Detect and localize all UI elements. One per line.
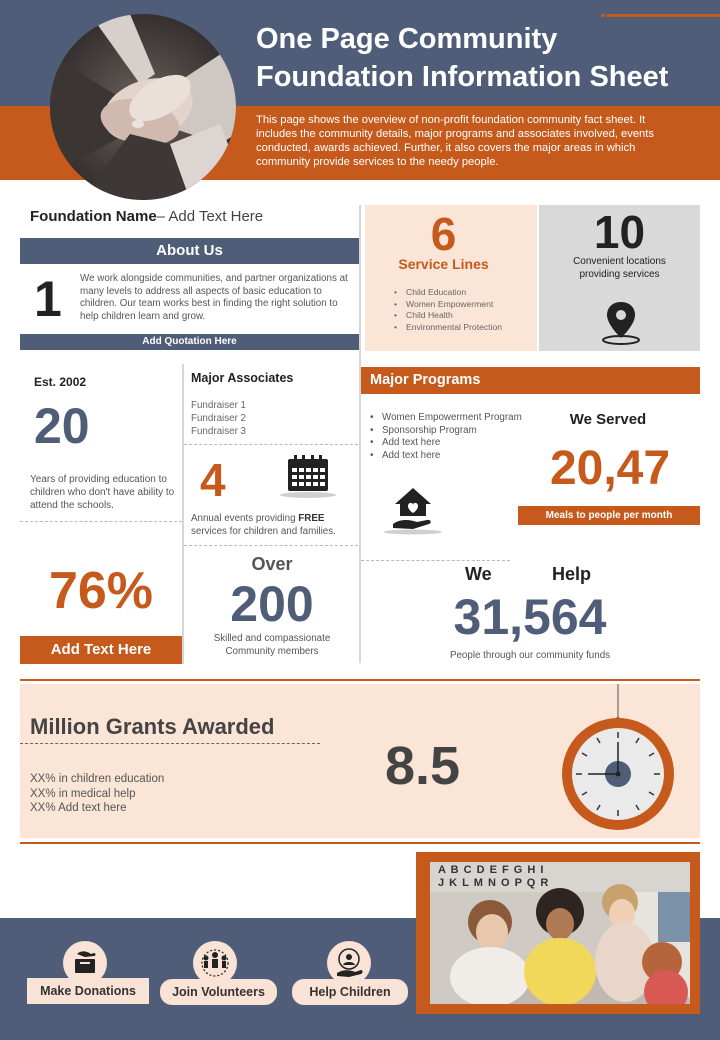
associates-title: Major Associates — [191, 371, 294, 385]
header-accent-dot — [601, 14, 605, 17]
established-text: Years of providing education to children who don't have ability to attend the schools. — [30, 474, 175, 511]
members-text: Skilled and compassionate Community members — [213, 633, 331, 657]
grants-bottom-rule — [20, 842, 700, 844]
calendar-icon — [278, 453, 338, 499]
list-item: Fundraiser 2 — [191, 413, 246, 424]
clock-icon — [560, 684, 675, 834]
percent-value: 76% — [48, 562, 154, 620]
members-number: 200 — [230, 576, 314, 632]
page-title: One Page Community Foundation Information Sheet — [256, 23, 669, 93]
list-item: Fundraiser 3 — [191, 426, 246, 437]
events-text-prefix: Annual events providing — [191, 513, 299, 524]
list-item: • Women Empowerment — [394, 299, 534, 311]
home-care-icon — [383, 484, 443, 536]
divider-line — [20, 521, 182, 522]
list-item: • Sponsorship Program — [370, 425, 540, 438]
locations-number: 10 — [593, 206, 646, 258]
add-quotation-bar: Add Quotation Here — [20, 334, 359, 350]
list-item: XX% in medical help — [30, 787, 136, 800]
served-label-bar: Meals to people per month — [518, 506, 700, 525]
list-item: Fundraiser 1 — [191, 400, 246, 411]
list-item: • Women Empowerment Program — [370, 412, 540, 425]
grants-top-rule — [20, 679, 700, 681]
foundation-name-value: – Add Text Here — [156, 208, 264, 225]
service-lines-list — [394, 287, 534, 333]
members-over: Over — [251, 554, 293, 574]
locations-text: Convenient locations providing services — [573, 256, 666, 280]
programs-list — [370, 412, 540, 462]
list-item: • Child Education — [394, 287, 534, 299]
foundation-name — [30, 208, 263, 225]
header-accent-line — [607, 14, 720, 17]
alphabet-chart: A B C D E F G H I J K L M N O P Q R — [438, 864, 550, 889]
list-item: • Environmental Protection — [394, 322, 534, 334]
grants-title: Million Grants Awarded — [30, 714, 275, 739]
divider-line — [184, 444, 358, 445]
divider-line — [361, 560, 510, 561]
service-lines-title: Service Lines — [398, 256, 489, 272]
make-donations-button[interactable]: Make Donations — [27, 978, 149, 1004]
about-text: We work alongside communities, and partner organizations at many levels to address all aspects of basic education to children. Our team works best in finding the right solution to help children learn and grow. — [80, 273, 348, 322]
grants-value: 8.5 — [385, 736, 461, 796]
associates-list — [191, 399, 246, 438]
served-title: We Served — [569, 411, 647, 428]
join-volunteers-button[interactable]: Join Volunteers — [160, 979, 277, 1005]
children-photo — [430, 862, 690, 1004]
help-we: We — [465, 564, 492, 584]
list-item: XX% Add text here — [30, 802, 127, 814]
about-number: 1 — [34, 271, 62, 327]
events-text — [191, 513, 356, 538]
events-number: 4 — [200, 454, 226, 506]
established-number: 20 — [34, 398, 90, 454]
divider-line — [20, 743, 320, 744]
percent-label-bar: Add Text Here — [20, 636, 182, 664]
list-item: • Child Health — [394, 310, 534, 322]
served-number: 20,47 — [549, 442, 671, 495]
events-text-suffix: services for children and families. — [191, 525, 336, 537]
grants-list — [30, 772, 164, 816]
hands-together-photo — [50, 14, 236, 200]
established-label: Est. 2002 — [34, 375, 87, 389]
programs-heading: Major Programs — [361, 367, 700, 394]
help-number: 31,564 — [453, 589, 607, 645]
events-text-bold: FREE — [298, 513, 325, 524]
list-item: • Add text here — [370, 450, 540, 463]
help-children-button[interactable]: Help Children — [292, 979, 408, 1005]
list-item: • Add text here — [370, 437, 540, 450]
divider-line — [184, 545, 358, 546]
map-pin-icon — [599, 298, 643, 346]
help-text: People through our community funds — [449, 650, 611, 661]
foundation-name-label: Foundation Name — [30, 208, 157, 225]
list-item: XX% in children education — [30, 773, 165, 785]
help-help: Help — [552, 564, 592, 584]
page-description: This page shows the overview of non-profit foundation community fact sheet. It includes the community details, major programs and associates involved, events conducted, awards achieved. Further, it also covers the major areas in which community provide services to the needy people. — [256, 114, 654, 168]
service-lines-number: 6 — [430, 208, 457, 260]
about-heading: About Us — [20, 238, 359, 264]
